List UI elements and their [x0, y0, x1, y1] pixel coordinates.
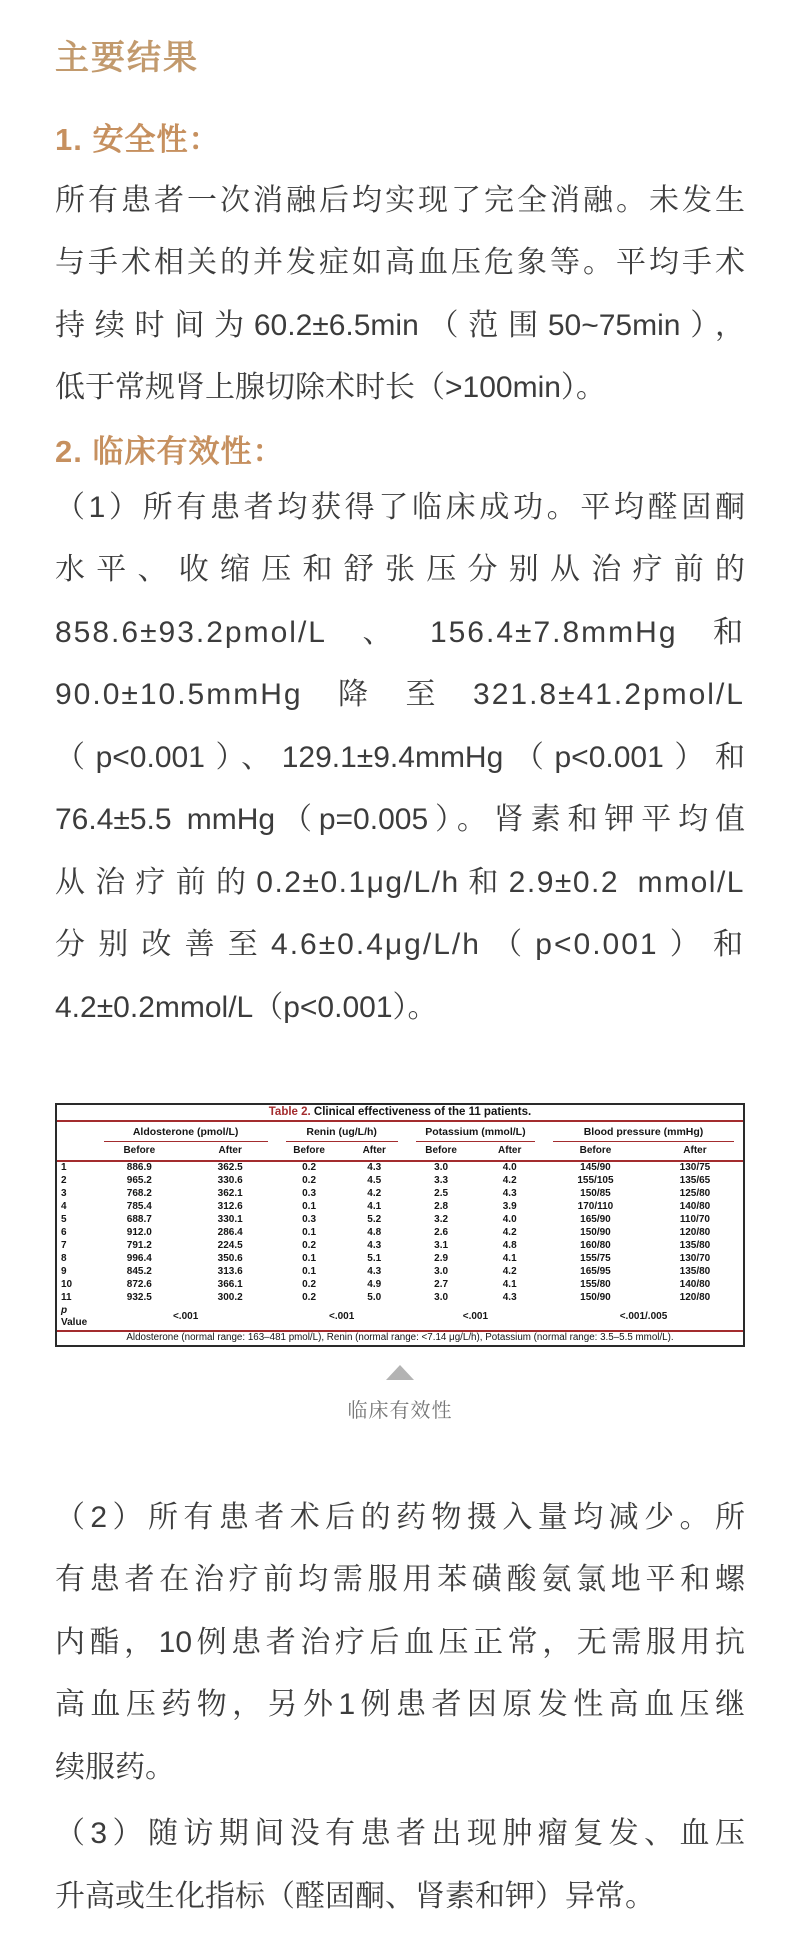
value-cell: 2.8: [434, 1201, 449, 1213]
value-cell: 350.6: [217, 1253, 243, 1265]
value-cell: 4.1: [367, 1201, 382, 1213]
value-cell: 362.1: [217, 1188, 243, 1200]
patient-id-cell: 4: [61, 1201, 67, 1213]
table-body: [57, 1161, 743, 1305]
value-cell: 155/105: [577, 1175, 614, 1187]
clinical-effectiveness-table[interactable]: [55, 1103, 745, 1346]
value-cell: 3.0: [434, 1162, 449, 1174]
value-cell: 3.0: [434, 1292, 449, 1304]
before-header: Before: [544, 1142, 647, 1161]
p-value-aldosterone: <.001: [95, 1305, 277, 1331]
figure-caption: 临床有效性: [347, 1399, 453, 1422]
patient-id-cell: 11: [61, 1292, 72, 1304]
value-cell: 4.1: [502, 1253, 517, 1265]
value-cell: 300.2: [217, 1292, 243, 1304]
p-value-row: [57, 1305, 743, 1331]
value-cell: 224.5: [217, 1240, 243, 1252]
column-group-potassium: Potassium (mmol/L): [407, 1121, 544, 1142]
text-line: 续服药。: [55, 1750, 175, 1784]
triangle-up-icon: [386, 1365, 414, 1380]
value-cell: 0.2: [302, 1292, 317, 1304]
value-cell: 150/85: [580, 1188, 611, 1200]
text-line: 分别改善至4.6±0.4μg/L/h（p<0.001）和: [55, 928, 745, 962]
table-row: [57, 1201, 743, 1214]
after-header: After: [475, 1142, 544, 1161]
value-cell: 5.2: [367, 1214, 382, 1226]
after-header: After: [184, 1142, 277, 1161]
spacer-cell: [57, 1142, 95, 1161]
text-line: 持续时间为60.2±6.5min（范围50~75min），: [55, 308, 745, 342]
table-row: [57, 1175, 743, 1188]
patient-id-cell: 5: [61, 1214, 67, 1226]
value-cell: 150/90: [580, 1292, 611, 1304]
page-title: 主要结果: [55, 40, 199, 77]
value-cell: 120/80: [679, 1227, 711, 1239]
section-heading-effectiveness: 2. 临床有效性：: [55, 433, 285, 469]
text-line: 内酯，10例患者治疗后血压正常，无需服用抗: [55, 1625, 745, 1659]
value-cell: 3.9: [502, 1201, 517, 1213]
value-cell: 145/90: [580, 1162, 611, 1174]
table-number-label: Table 2.: [268, 1105, 311, 1118]
value-cell: 160/80: [580, 1240, 611, 1252]
value-cell: 135/80: [679, 1266, 711, 1278]
value-cell: 3.3: [434, 1175, 449, 1187]
column-group-renin: Renin (ug/L/h): [277, 1121, 407, 1142]
text-line: （p<0.001）、129.1±9.4mmHg（p<0.001）和: [55, 740, 745, 774]
value-cell: 120/80: [679, 1292, 711, 1304]
value-cell: 130/75: [679, 1162, 711, 1174]
patient-id-cell: 7: [61, 1240, 67, 1252]
p-value-renin: <.001: [277, 1305, 407, 1331]
value-cell: 313.6: [217, 1266, 243, 1278]
value-cell: 150/90: [580, 1227, 611, 1239]
value-cell: 0.1: [302, 1253, 317, 1265]
value-cell: 2.6: [434, 1227, 449, 1239]
text-line: 所有患者一次消融后均实现了完全消融。未发生: [55, 183, 745, 217]
value-cell: 130/70: [679, 1253, 711, 1265]
value-cell: 886.9: [126, 1162, 152, 1174]
value-cell: 3.0: [434, 1266, 449, 1278]
value-cell: 4.9: [367, 1279, 382, 1291]
value-cell: 4.2: [502, 1266, 517, 1278]
value-cell: 0.3: [302, 1188, 317, 1200]
patient-id-cell: 10: [61, 1279, 73, 1291]
value-cell: 791.2: [126, 1240, 152, 1252]
value-cell: 4.2: [502, 1175, 517, 1187]
spacer-cell: [57, 1121, 95, 1142]
paragraph-medication: [55, 1487, 745, 1800]
text-line: 858.6±93.2pmol/L、156.4±7.8mmHg和: [55, 615, 745, 649]
table-row: [57, 1266, 743, 1279]
value-cell: 0.1: [302, 1201, 317, 1213]
table-row: [57, 1240, 743, 1253]
value-cell: 996.4: [126, 1253, 152, 1265]
value-cell: 2.9: [434, 1253, 449, 1265]
before-header: Before: [95, 1142, 184, 1161]
value-cell: 110/70: [679, 1214, 710, 1226]
value-cell: 3.2: [434, 1214, 449, 1226]
text-line: 76.4±5.5 mmHg（p=0.005）。肾素和钾平均值: [55, 803, 745, 837]
after-header: After: [342, 1142, 407, 1161]
p-value-potassium: <.001: [407, 1305, 544, 1331]
value-cell: 4.1: [502, 1279, 517, 1291]
value-cell: 4.2: [367, 1188, 382, 1200]
value-cell: 5.0: [367, 1292, 382, 1304]
value-cell: 135/65: [679, 1175, 711, 1187]
table-title-text: Clinical effectiveness of the 11 patients.: [313, 1105, 532, 1118]
value-cell: 330.6: [217, 1175, 243, 1187]
table-row: [57, 1188, 743, 1201]
text-line: 从治疗前的0.2±0.1μg/L/h和2.9±0.2 mmol/L: [55, 865, 745, 899]
value-cell: 4.5: [367, 1175, 382, 1187]
value-cell: 0.2: [302, 1279, 317, 1291]
value-cell: 0.2: [302, 1175, 317, 1187]
table-footnote: Aldosterone (normal range: 163–481 pmol/L), Renin (normal range: <7.14 μg/L/h), Potassium (normal range: 3.5–5.5 mmol/L).: [126, 1332, 674, 1344]
paragraph-effectiveness-1: [55, 477, 745, 1040]
before-header: Before: [277, 1142, 342, 1161]
text-line: 水平、收缩压和舒张压分别从治疗前的: [55, 553, 745, 587]
value-cell: 4.2: [502, 1227, 517, 1239]
patient-id-cell: 3: [61, 1188, 67, 1200]
value-cell: 286.4: [217, 1227, 243, 1239]
clinical-table-figure: [55, 1103, 745, 1422]
paragraph-followup: [55, 1803, 745, 1928]
value-cell: 2.5: [434, 1188, 449, 1200]
column-group-aldosterone: Aldosterone (pmol/L): [95, 1121, 277, 1142]
value-cell: 0.1: [302, 1266, 317, 1278]
text-line: 升高或生化指标（醛固酮、肾素和钾）异常。: [55, 1879, 655, 1913]
text-line: 4.2±0.2mmol/L（p<0.001）。: [55, 990, 438, 1024]
text-line: （1）所有患者均获得了临床成功。平均醛固酮: [55, 490, 745, 524]
table-row: [57, 1292, 743, 1305]
paragraph-safety: [55, 170, 745, 420]
patient-id-cell: 9: [61, 1266, 67, 1278]
value-cell: 140/80: [679, 1279, 711, 1291]
value-cell: 4.3: [502, 1188, 517, 1200]
value-cell: 0.2: [302, 1162, 317, 1174]
value-cell: 4.8: [502, 1240, 517, 1252]
value-cell: 932.5: [126, 1292, 152, 1304]
p-value-blood-pressure: <.001/.005: [544, 1305, 743, 1331]
value-cell: 965.2: [126, 1175, 152, 1187]
value-cell: 4.0: [502, 1214, 517, 1226]
value-cell: 785.4: [126, 1201, 152, 1213]
value-cell: 135/80: [679, 1240, 711, 1252]
value-cell: 0.2: [302, 1240, 317, 1252]
value-cell: 140/80: [679, 1201, 711, 1213]
table-row: [57, 1253, 743, 1266]
value-cell: 912.0: [126, 1227, 152, 1239]
article-body: [0, 38, 800, 1950]
text-line: 与手术相关的并发症如高血压危象等。平均手术: [55, 246, 745, 280]
value-cell: 4.3: [367, 1162, 382, 1174]
table-title: [57, 1105, 743, 1121]
value-cell: 165/95: [580, 1266, 611, 1278]
text-line: （3）随访期间没有患者出现肿瘤复发、血压: [55, 1817, 745, 1851]
value-cell: 170/110: [577, 1201, 614, 1213]
table-row: [57, 1214, 743, 1227]
column-group-blood-pressure: Blood pressure (mmHg): [544, 1121, 743, 1142]
value-cell: 4.0: [502, 1162, 517, 1174]
table-row: [57, 1161, 743, 1175]
value-cell: 2.7: [434, 1279, 449, 1291]
patient-id-cell: 2: [61, 1175, 67, 1187]
value-cell: 3.1: [434, 1240, 449, 1252]
value-cell: 0.3: [302, 1214, 317, 1226]
after-header: After: [647, 1142, 743, 1161]
text-line: 高血压药物，另外1例患者因原发性高血压继: [55, 1688, 745, 1722]
value-cell: 366.1: [217, 1279, 243, 1291]
text-line: （2）所有患者术后的药物摄入量均减少。所: [55, 1500, 745, 1534]
text-line: 低于常规肾上腺切除术时长（>100min）。: [55, 371, 606, 405]
patient-id-cell: 6: [61, 1227, 67, 1239]
value-cell: 362.5: [217, 1162, 243, 1174]
value-cell: 4.3: [367, 1240, 382, 1252]
value-cell: 0.1: [302, 1227, 317, 1239]
section-heading-safety: 1. 安全性：: [55, 121, 221, 157]
value-cell: 768.2: [126, 1188, 152, 1200]
value-cell: 4.3: [502, 1292, 517, 1304]
value-cell: 845.2: [126, 1266, 152, 1278]
value-cell: 155/75: [580, 1253, 611, 1265]
value-cell: 872.6: [126, 1279, 152, 1291]
value-cell: 688.7: [126, 1214, 152, 1226]
value-cell: 5.1: [367, 1253, 382, 1265]
value-cell: 165/90: [580, 1214, 611, 1226]
value-cell: 4.8: [367, 1227, 382, 1239]
value-cell: 330.1: [217, 1214, 243, 1226]
value-cell: 312.6: [217, 1201, 243, 1213]
table-row: [57, 1279, 743, 1292]
patient-id-cell: 1: [61, 1162, 67, 1174]
value-cell: 4.3: [367, 1266, 382, 1278]
value-cell: 155/80: [580, 1279, 611, 1291]
value-cell: 125/80: [679, 1188, 711, 1200]
table-row: [57, 1227, 743, 1240]
text-line: 有患者在治疗前均需服用苯磺酸氨氯地平和螺: [55, 1563, 745, 1597]
p-value-label: p Value: [57, 1305, 95, 1331]
before-header: Before: [407, 1142, 476, 1161]
patient-id-cell: 8: [61, 1253, 67, 1265]
text-line: 90.0±10.5mmHg降至321.8±41.2pmol/L: [55, 678, 745, 712]
